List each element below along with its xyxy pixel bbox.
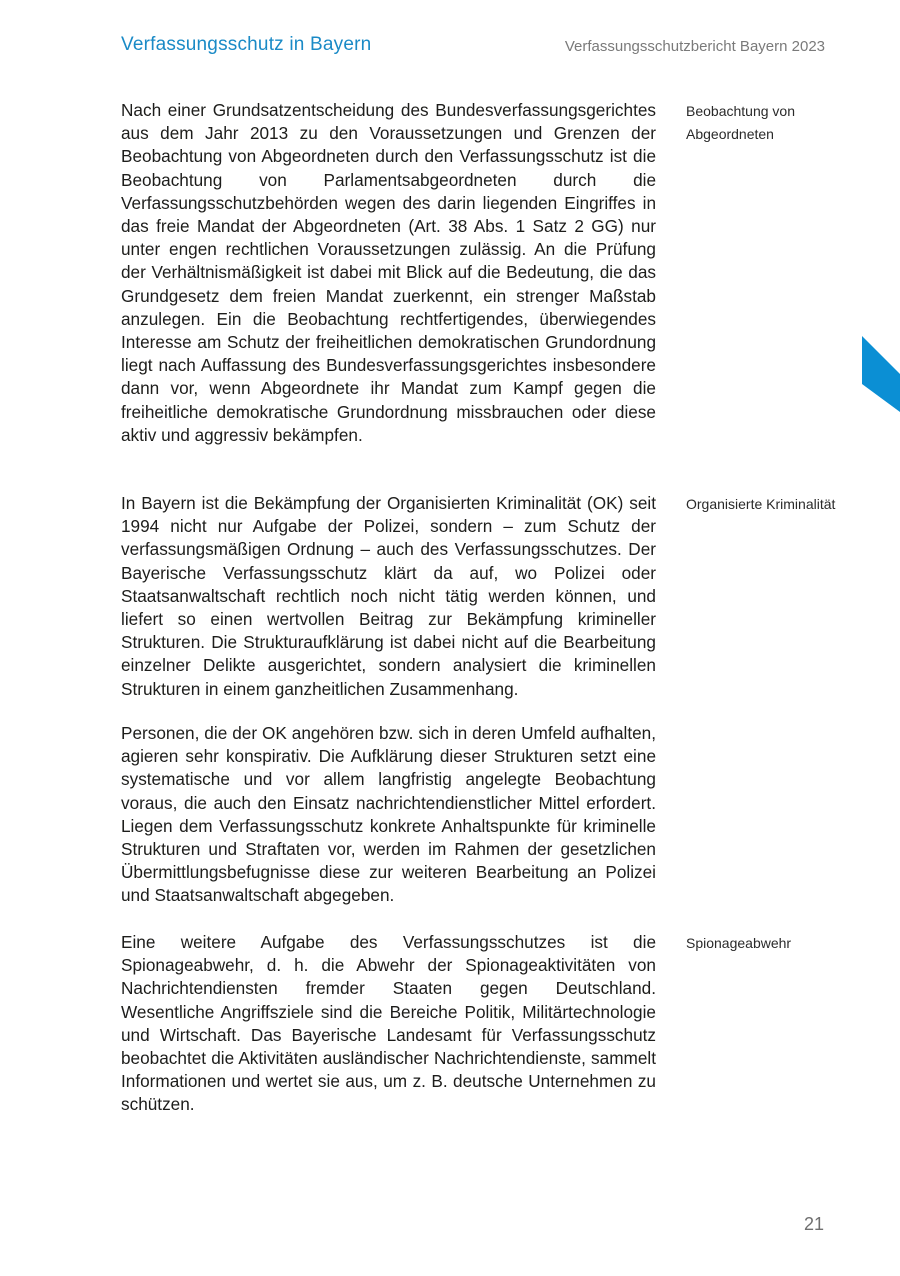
- paragraph-text: Nach einer Grundsatzentscheidung des Bundesverfassungsgerichtes aus dem Jahr 2013 zu den Voraussetzungen und Grenzen der Beobachtung von Abgeordneten durch den Verfassungsschutz ist die Beobachtung von Parlamentsabgeordneten durch die Verfassungsschutzbehörden wegen des darin liegenden Eingriffes in das freie Mandat der Abgeordneten (Art. 38 Abs. 1 Satz 2 GG) nur unter engen rechtlichen Voraussetzungen zulässig. An die Prüfung der Verhältnismäßigkeit ist dabei mit Blick auf die Bedeutung, die das Grundgesetz dem freien Mandat zuerkennt, ein strenger Maßstab anzulegen. Ein die Beobachtung rechtfertigendes, überwiegendes Interesse am Schutz der freiheitlichen demokratischen Grundordnung liegt nach Auffassung des Bundesverfassungsgerichtes insbesondere dann vor, wenn Abgeordnete ihr Mandat zum Kampf gegen die freiheitliche demokratische Grundordnung missbrauchen oder diese aktiv und aggressiv bekämpfen.: [121, 100, 656, 445]
- margin-note-spionageabwehr: Spionageabwehr: [686, 935, 792, 951]
- paragraph-ok: [121, 492, 656, 701]
- header-report-title: Verfassungsschutzbericht Bayern 2023: [564, 38, 825, 55]
- paragraph-spionageabwehr: [121, 931, 656, 1117]
- paragraph-text: In Bayern ist die Bekämpfung der Organisierten Kriminalität (OK) seit 1994 nicht nur Aufgabe der Polizei, sondern – zum Schutz der verfassungsmäßigen Ordnung – auch des Verfassungsschutzes. Der Bayerische Verfassungsschutz klärt da auf, wo Polizei oder Staatsanwaltschaft rechtlich noch nicht tätig werden können, und liefert so einen wertvollen Beitrag zur Bekämpfung krimineller Strukturen. Die Strukturaufklärung ist dabei nicht auf die Bearbeitung einzelner Delikte ausgerichtet, sondern analysiert die kriminellen Strukturen in einem ganzheitlichen Zusammenhang.: [121, 493, 656, 699]
- page-number: 21: [803, 1214, 824, 1234]
- margin-note-organisierte-kriminalitaet: Organisierte Kriminalität: [686, 496, 836, 512]
- paragraph-text: Personen, die der OK angehören bzw. sich in deren Umfeld aufhalten, agieren sehr konspirativ. Die Aufklärung dieser Strukturen setzt eine systematische und vor allem langfristig angelegte Beobachtung voraus, die auch den Einsatz nachrichtendienstlicher Mittel erfordert. Liegen dem Verfassungsschutz konkrete Anhaltspunkte für kriminelle Strukturen und Straftaten vor, werden im Rahmen der gesetzlichen Übermittlungsbefugnisse diese zur weiteren Bearbeitung an Polizei und Staatsanwaltschaft abgegeben.: [121, 723, 656, 906]
- paragraph-ok-personen: [121, 722, 656, 908]
- margin-note-beobachtung: Beobachtung von Abgeordneten: [686, 103, 795, 142]
- paragraph-text: Eine weitere Aufgabe des Verfassungsschutzes ist die Spionageabwehr, d. h. die Abwehr der Spionageaktivitäten von Nachrichtendiensten fremder Staaten gegen Deutschland. Wesentliche Angriffsziele sind die Bereiche Politik, Militärtechnologie und Wirtschaft. Das Bayerische Landesamt für Verfassungsschutz beobachtet die Aktivitäten ausländischer Nachrichtendienste, sammelt Informationen und wertet sie aus, um z. B. deutsche Unternehmen zu schützen.: [121, 932, 656, 1115]
- paragraph-abgeordnete: [121, 99, 656, 447]
- chapter-tab-shape: [862, 336, 900, 412]
- chapter-tab-marker: [862, 336, 900, 412]
- header-section-title: Verfassungsschutz in Bayern: [121, 34, 372, 55]
